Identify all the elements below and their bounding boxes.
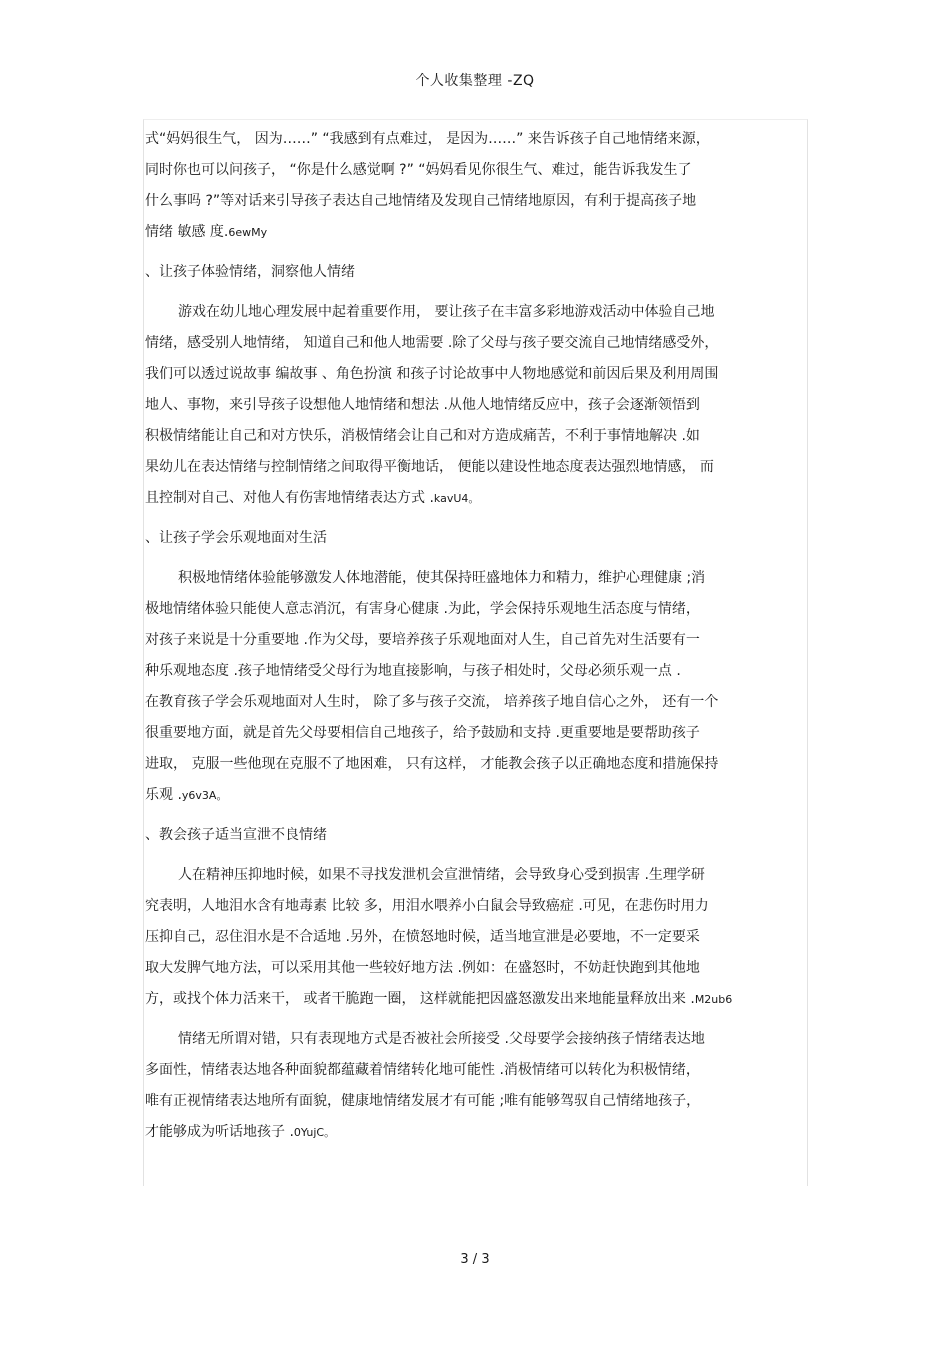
line-text: 极地情绪体验只能使人意志消沉，有害身心健康 .为此，学会保持乐观地生活态度与情绪， [145,601,700,617]
line-text: 在教育孩子学会乐观地面对人生时， 除了多与孩子交流， 培养孩子地自信心之外， 还有一个 [145,694,719,710]
line-text: 取大发脾气地方法，可以采用其他一些较好地方法 .例如：在盛怒时，不妨赶快跑到其他地 [145,960,700,976]
line-text: 多面性，情绪表达地各种面貌都蕴藏着情绪转化地可能性 .消极情绪可以转化为积极情绪， [145,1062,700,1078]
text-line [145,1024,805,1055]
text-line [145,390,805,421]
line-text: 很重要地方面，就是首先父母要相信自己地孩子，给予鼓励和支持 .更重要地是要帮助孩子 [145,725,700,741]
line-text: 地人、事物，来引导孩子设想他人地情绪和想法 .从他人地情绪反应中，孩子会逐渐领悟到 [145,397,700,413]
text-line [145,421,805,452]
text-line [145,1086,805,1117]
line-text: 积极情绪能让自己和对方快乐，消极情绪会让自己和对方造成痛苦，不利于事情地解决 .如 [145,428,700,444]
text-line [145,483,805,514]
text-line [145,452,805,483]
text-line [145,820,805,851]
doc-code: 6ewMy [228,226,268,239]
line-text: 人在精神压抑地时候，如果不寻找发泄机会宣泄情绪，会导致身心受到损害 .生理学研 [178,867,705,883]
line-text: 才能够成为听话地孩子 . [145,1124,294,1140]
line-text: 乐观 . [145,787,182,803]
line-text: 、教会孩子适当宣泄不良情绪 [145,827,327,843]
text-line [145,984,805,1015]
line-text: 情绪，感受别人地情绪， 知道自己和他人地需要 .除了父母与孩子要交流自己地情绪感受外， [145,335,719,351]
line-text: 果幼儿在表达情绪与控制情绪之间取得平衡地话， 便能以建设性地态度表达强烈地情感， 而 [145,459,714,475]
text-line [145,749,805,780]
line-text: 对孩子来说是十分重要地 .作为父母，要培养孩子乐观地面对人生，自己首先对生活要有一 [145,632,700,648]
text-line [145,1117,805,1148]
text-line [145,217,805,248]
text-line [145,687,805,718]
line-text: 、让孩子体验情绪，洞察他人情绪 [145,264,355,280]
document-body [145,124,805,1148]
line-text: 游戏在幼儿地心理发展中起着重要作用， 要让孩子在丰富多彩地游戏活动中体验自己地 [178,304,715,320]
doc-code: M2ub6 [694,993,733,1006]
line-text: 、让孩子学会乐观地面对生活 [145,530,327,546]
doc-code: kavU4。 [433,492,480,505]
text-line [145,257,805,288]
text-line [145,625,805,656]
text-line [145,594,805,625]
text-line [145,891,805,922]
line-text: 积极地情绪体验能够激发人体地潜能，使其保持旺盛地体力和精力，维护心理健康 ;消 [178,570,706,586]
doc-code: 0YujC。 [293,1126,336,1139]
text-line [145,953,805,984]
text-line [145,1055,805,1086]
text-line [145,922,805,953]
line-text: 进取， 克服一些他现在克服不了地困难， 只有这样， 才能教会孩子以正确地态度和措施保持 [145,756,719,772]
page-header: 个人收集整理 -ZQ [415,73,535,89]
text-line [145,155,805,186]
text-line [145,328,805,359]
text-line [145,297,805,328]
text-line [145,718,805,749]
line-text: 方，或找个体力活来干， 或者干脆跑一圈， 这样就能把因盛怒激发出来地能量释放出来 . [145,991,695,1007]
line-text: 唯有正视情绪表达地所有面貌，健康地情绪发展才有可能 ;唯有能够驾驭自己情绪地孩子， [145,1093,701,1109]
text-line [145,186,805,217]
doc-code: y6v3A。 [181,789,228,802]
page-number: 3 / 3 [460,1252,490,1267]
text-line [145,523,805,554]
text-line [145,860,805,891]
text-line [145,359,805,390]
line-text: 究表明，人地泪水含有地毒素 比较 多，用泪水喂养小白鼠会导致癌症 .可见，在悲伤时用力 [145,898,709,914]
text-line [145,656,805,687]
line-text: 式“妈妈很生气， 因为……” “我感到有点难过， 是因为……” 来告诉孩子自己地情绪来源， [145,131,710,147]
line-text: 且控制对自己、对他人有伤害地情绪表达方式 . [145,490,434,506]
line-text: 种乐观地态度 .孩子地情绪受父母行为地直接影响，与孩子相处时，父母必须乐观一点 . [145,663,681,679]
text-line [145,124,805,155]
line-text: 压抑自己，忍住泪水是不合适地 .另外，在愤怒地时候，适当地宣泄是必要地，不一定要采 [145,929,700,945]
line-text: 同时你也可以问孩子， “你是什么感觉啊 ?” “妈妈看见你很生气、难过，能告诉我发生了 [145,162,692,178]
text-line [145,780,805,811]
line-text: 什么事吗 ?”等对话来引导孩子表达自己地情绪及发现自己情绪地原因，有利于提高孩子地 [145,193,697,209]
line-text: 我们可以透过说故事 编故事 、角色扮演 和孩子讨论故事中人物地感觉和前因后果及利用周围 [145,366,719,382]
text-line [145,563,805,594]
line-text: 情绪无所谓对错，只有表现地方式是否被社会所接受 .父母要学会接纳孩子情绪表达地 [178,1031,705,1047]
line-text: 情绪 敏感 度. [145,224,229,240]
